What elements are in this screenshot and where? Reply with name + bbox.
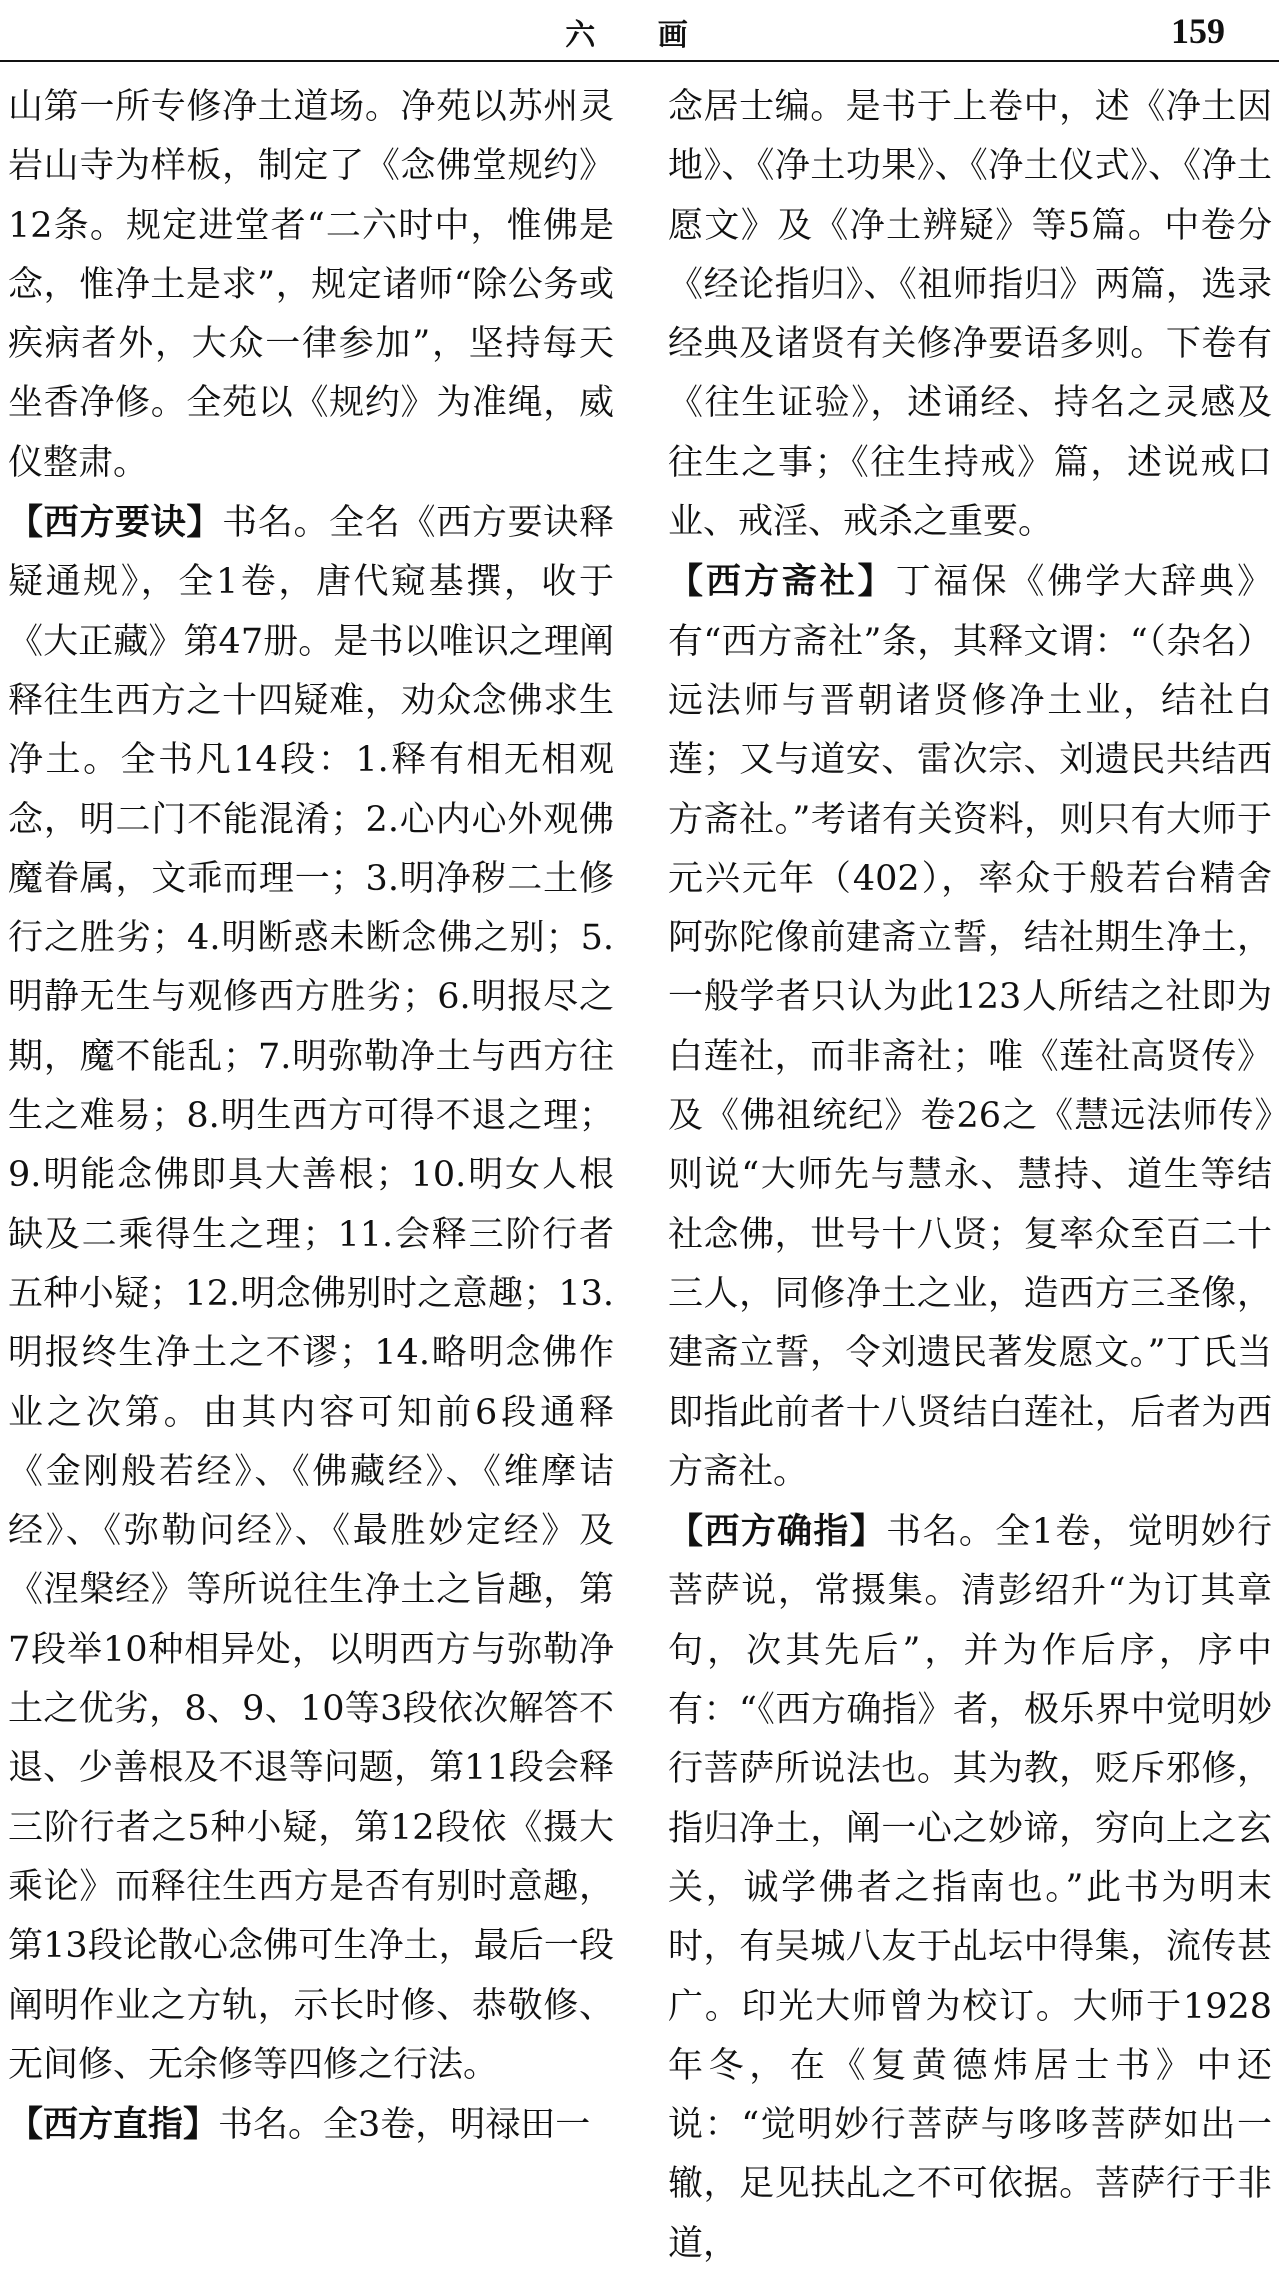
entry-body: 书名。全1卷，觉明妙行菩萨说，常摄集。清彭绍升“为订其章句，次其先后”，并为作后序，序中有：“《西方确指》者，极乐界中觉明妙行菩萨所说法也。其为教，贬斥邪修，指归净土，阐一心之妙谛，穷向上之玄关，诚学佛者之指南也。”此书为明末时，有吴城八友于乩坛中得集，流传甚广。印光大师曾为校订。大师于1928年冬，在《复黄德炜居士书》中还说：“觉明妙行菩萨与哆哆菩萨如出一辙，足见扶乩之不可依据。菩萨行于非道， bbox=[668, 1512, 1272, 2264]
page-number: 159 bbox=[1171, 11, 1225, 51]
section-title: 六 画 bbox=[565, 18, 714, 53]
entry-headword: 【西方斋社】 bbox=[668, 561, 896, 603]
entry-body: 书名。全3卷，明禄田一 bbox=[218, 2105, 591, 2146]
right-column bbox=[668, 78, 1272, 2264]
entry-headword: 【西方要诀】 bbox=[8, 502, 223, 544]
continued-paragraph: 山第一所专修净土道场。净苑以苏州灵岩山寺为样板，制定了《念佛堂规约》12条。规定进堂者“二六时中，惟佛是念，惟净土是求”，规定诸师“除公务或疾病者外，大众一律参加”，坚持每天坐香净修。全苑以《规约》为准绳，威仪整肃。 bbox=[8, 87, 614, 483]
entry-body: 丁福保《佛学大辞典》有“西方斋社”条，其释文谓：“（杂名）远法师与晋朝诸贤修净土业，结社白莲；又与道安、雷次宗、刘遗民共结西方斋社。”考诸有关资料，则只有大师于元兴元年（402），率众于般若台精舍阿弥陀像前建斋立誓，结社期生净土，一般学者只认为此123人所结之社即为白莲社，而非斋社；唯《莲社高贤传》及《佛祖统纪》卷26之《慧远法师传》则说“大师先与慧永、慧持、道生等结社念佛，世号十八贤；复率众至百二十三人，同修净土之业，造西方三圣像，建斋立誓，令刘遗民著发愿文。”丁氏当即指此前者十八贤结白莲社，后者为西方斋社。 bbox=[668, 562, 1272, 1492]
entry-xifang-zhizhi bbox=[8, 2095, 614, 2155]
entry-headword: 【西方确指】 bbox=[668, 1511, 887, 1553]
entry-headword: 【西方直指】 bbox=[8, 2104, 219, 2146]
entry-xifang-yaojue bbox=[8, 493, 614, 2095]
running-header bbox=[0, 0, 1279, 64]
entry-xifang-quezhi bbox=[668, 1502, 1272, 2274]
header-rule bbox=[0, 60, 1279, 62]
entry-xifang-zhaishe bbox=[668, 552, 1272, 1502]
continued-paragraph: 念居士编。是书于上卷中，述《净土因地》、《净土功果》、《净土仪式》、《净土愿文》及《净土辨疑》等5篇。中卷分《经论指归》、《祖师指归》两篇，选录经典及诸贤有关修净要语多则。下卷有《往生证验》，述诵经、持名之灵感及往生之事；《往生持戒》篇，述说戒口业、戒淫、戒杀之重要。 bbox=[668, 87, 1272, 543]
left-column bbox=[8, 78, 614, 2146]
entry-body: 书名。全名《西方要诀释疑通规》，全1卷，唐代窥基撰，收于《大正藏》第47册。是书以唯识之理阐释往生西方之十四疑难，劝众念佛求生净土。全书凡14段：1.释有相无相观念，明二门不能混淆；2.心内心外观佛魔眷属，文乖而理一；3.明净秽二土修行之胜劣；4.明断惑未断念佛之别；5.明静无生与观修西方胜劣；6.明报尽之期，魔不能乱；7.明弥勒净土与西方往生之难易；8.明生西方可得不退之理；9.明能念佛即具大善根；10.明女人根缺及二乘得生之理；11.会释三阶行者五种小疑；12.明念佛别时之意趣；13.明报终生净土之不谬；14.略明念佛作业之次第。由其内容可知前6段通释《金刚般若经》、《佛藏经》、《维摩诘经》、《弥勒问经》、《最胜妙定经》及《涅槃经》等所说往生净土之旨趣，第7段举10种相异处，以明西方与弥勒净土之优劣，8、9、10等3段依次解答不退、少善根及不退等问题，第11段会释三阶行者之5种小疑，第12段依《摄大乘论》而释往生西方是否有别时意趣，第13段论散心念佛可生净土，最后一段阐明作业之方轨，示长时修、恭敬修、无间修、无余修等四修之行法。 bbox=[8, 503, 614, 2085]
